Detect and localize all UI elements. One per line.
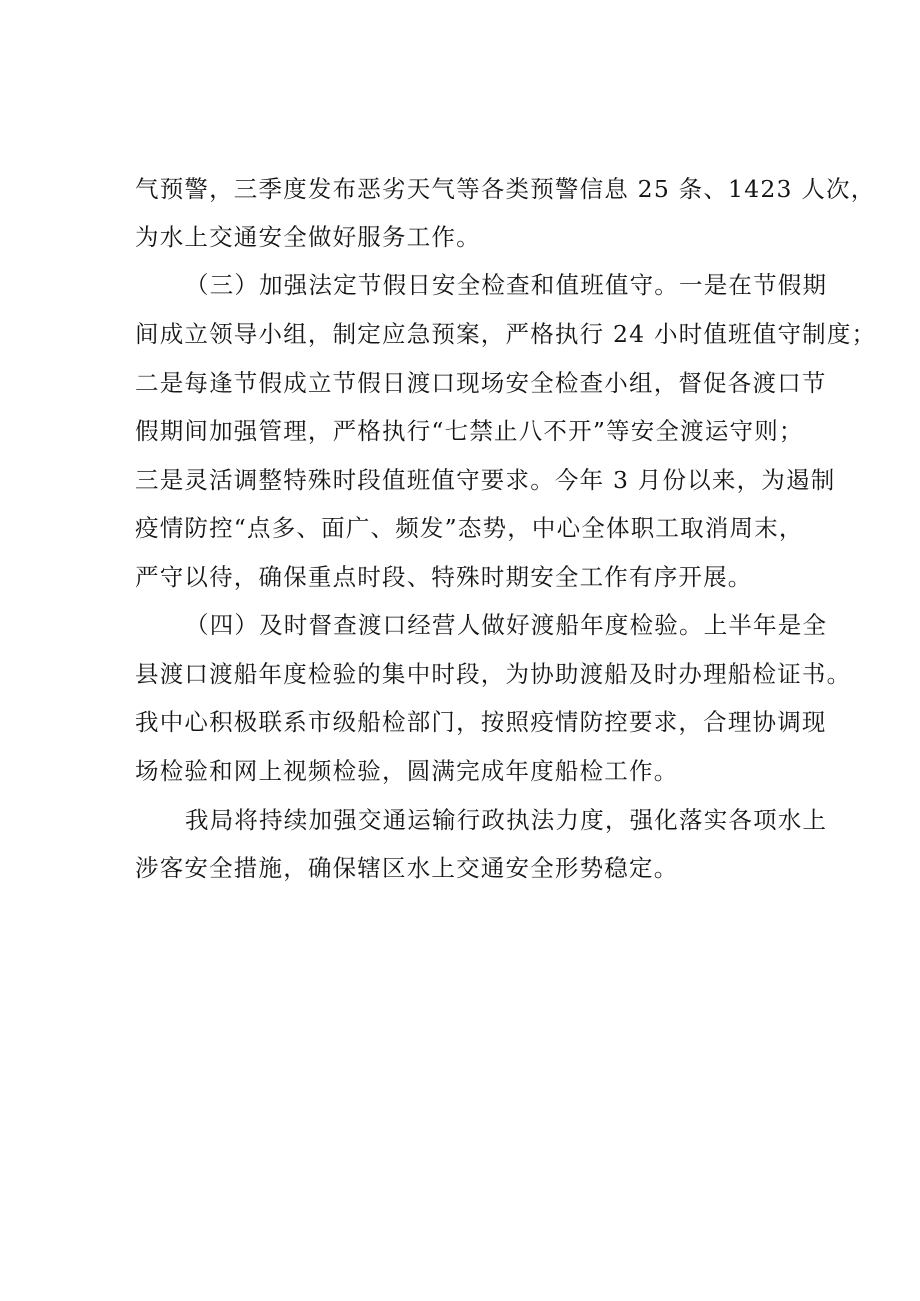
text-line: 间成立领导小组，制定应急预案，严格执行 24 小时值班值守制度； xyxy=(135,320,877,348)
text-line: （四）及时督查渡口经营人做好渡船年度检验。上半年是全 xyxy=(185,611,828,639)
text-line: 我局将持续加强交通运输行政执法力度，强化落实各项水上 xyxy=(185,806,828,834)
text-line: 涉客安全措施，确保辖区水上交通安全形势稳定。 xyxy=(135,854,679,882)
text-line: 县渡口渡船年度检验的集中时段，为协助渡船及时办理船检证书。 xyxy=(135,660,852,688)
text-line: 场检验和网上视频检验，圆满完成年度船检工作。 xyxy=(135,757,679,785)
text-line: 气预警，三季度发布恶劣天气等各类预警信息 25 条、1423 人次， xyxy=(135,175,876,203)
text-line: 疫情防控“点多、面广、频发”态势，中心全体职工取消周末， xyxy=(135,514,804,542)
text-line: （三）加强法定节假日安全检查和值班值守。一是在节假期 xyxy=(185,271,828,299)
text-line: 我中心积极联系市级船检部门，按照疫情防控要求，合理协调现 xyxy=(135,708,827,736)
text-line: 假期间加强管理，严格执行“七禁止八不开”等安全渡运守则； xyxy=(135,417,804,445)
text-line: 为水上交通安全做好服务工作。 xyxy=(135,223,481,251)
text-line: 二是每逢节假成立节假日渡口现场安全检查小组，督促各渡口节 xyxy=(135,369,827,397)
text-line: 三是灵活调整特殊时段值班值守要求。今年 3 月份以来，为遏制 xyxy=(135,466,836,494)
text-line: 严守以待，确保重点时段、特殊时期安全工作有序开展。 xyxy=(135,563,753,591)
